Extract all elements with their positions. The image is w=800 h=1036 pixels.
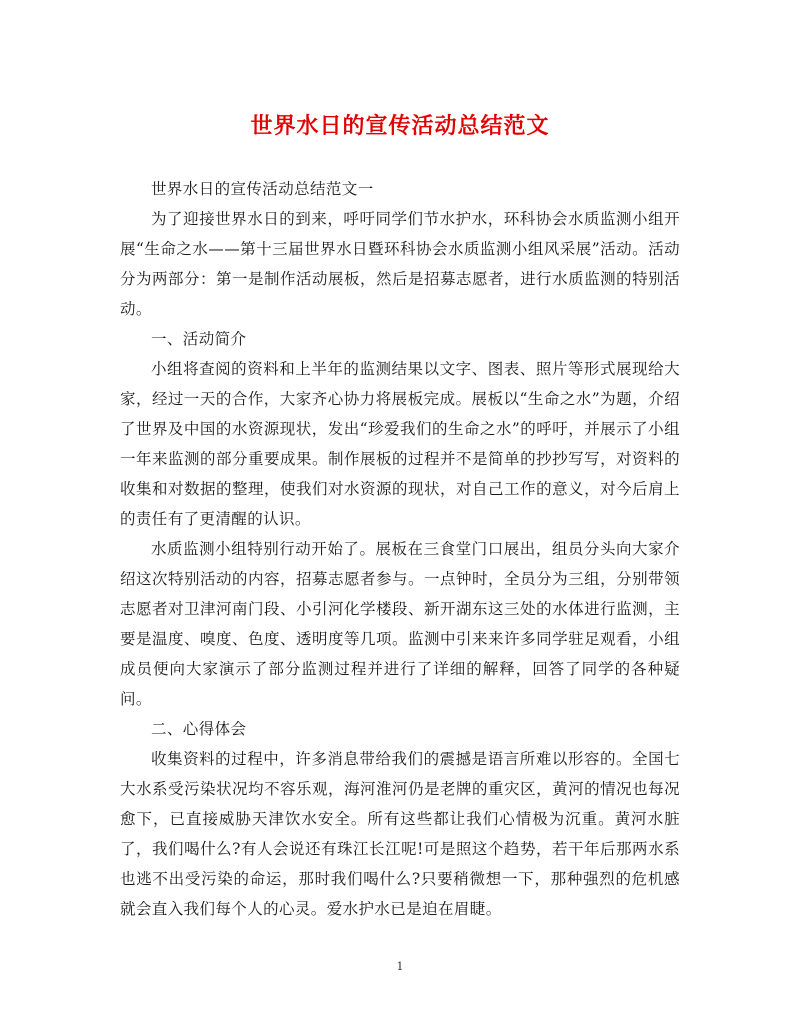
paragraph: 水质监测小组特别行动开始了。展板在三食堂门口展出，组员分头向大家介绍这次特别活动的内容，招募志愿者参与。一点钟时，全员分为三组，分别带领志愿者对卫津河南门段、小引河化学楼段、新开湖东这三处的水体进行监测，主要是温度、嗅度、色度、透明度等几项。监测中引来来许多同学驻足观看，小组成员便向大家演示了部分监测过程并进行了详细的解释，回答了同学的各种疑问。	[120, 540, 680, 708]
page-number: 1	[396, 960, 404, 973]
section-heading: 二、心得体会	[151, 720, 247, 738]
section-heading: 一、活动简介	[151, 330, 247, 348]
paragraph: 为了迎接世界水日的到来，呼吁同学们节水护水，环科协会水质监测小组开展“生命之水——第十三届世界水日暨环科协会水质监测小组风采展”活动。活动分为两部分：第一是制作活动展板，然后是招募志愿者，进行水质监测的特别活动。	[120, 210, 680, 318]
paragraph: 小组将查阅的资料和上半年的监测结果以文字、图表、照片等形式展现给大家，经过一天的合作，大家齐心协力将展板完成。展板以“生命之水”为题，介绍了世界及中国的水资源现状，发出“珍爱我们的生命之水”的呼吁，并展示了小组一年来监测的部分重要成果。制作展板的过程并不是简单的抄抄写写，对资料的收集和对数据的整理，使我们对水资源的现状，对自己工作的意义，对今后肩上的责任有了更清醒的认识。	[120, 360, 680, 528]
document-title: 世界水日的宣传活动总结范文	[250, 113, 550, 139]
document-body	[120, 174, 680, 924]
section-heading: 世界水日的宣传活动总结范文一	[151, 180, 374, 198]
paragraph: 收集资料的过程中，许多消息带给我们的震撼是语言所难以形容的。全国七大水系受污染状况均不容乐观，海河淮河仍是老牌的重灾区，黄河的情况也每况愈下，已直接威胁天津饮水安全。所有这些都让我们心情极为沉重。黄河水脏了，我们喝什么?有人会说还有珠江长江呢!可是照这个趋势，若干年后那两水系也逃不出受污染的命运，那时我们喝什么?只要稍微想一下，那种强烈的危机感就会直入我们每个人的心灵。爱水护水已是迫在眉睫。	[120, 750, 680, 918]
